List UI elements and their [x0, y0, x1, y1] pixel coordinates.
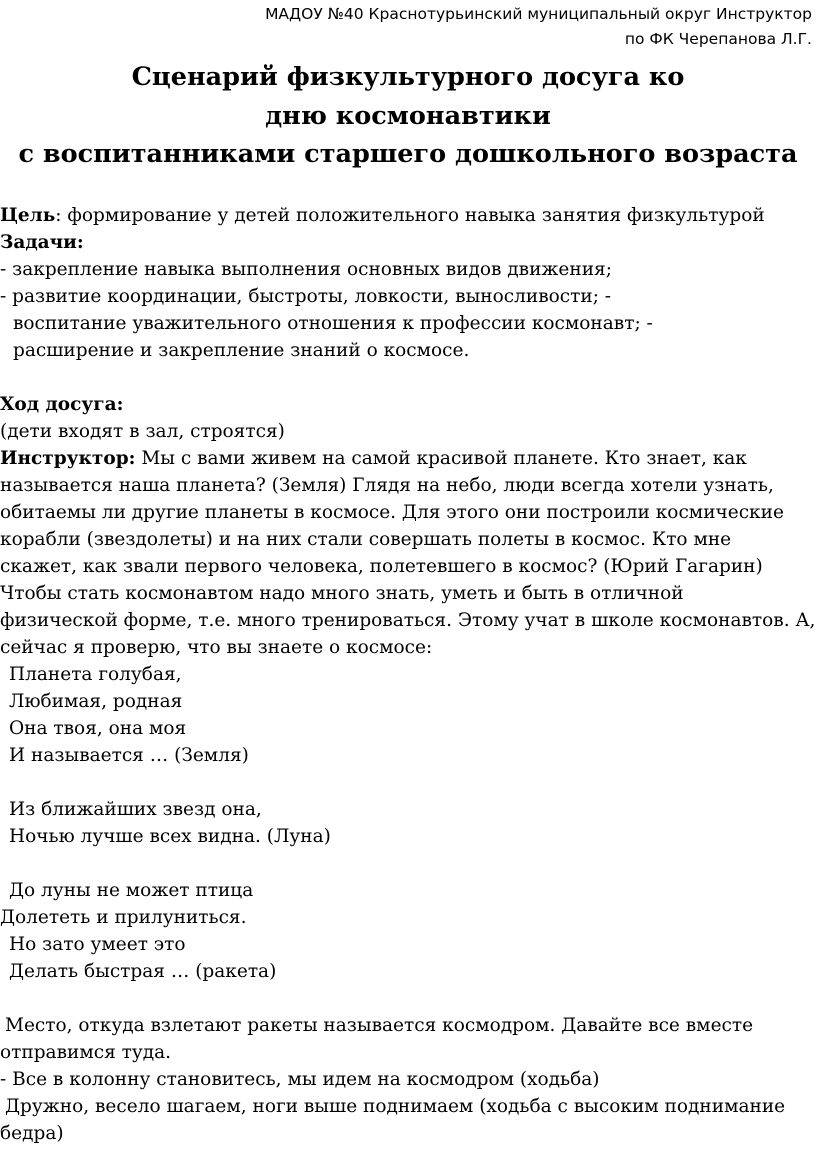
riddle-2-line-1: Из ближайших звезд она,: [9, 799, 262, 820]
riddle-3-line-3: Но зато умеет это: [9, 934, 186, 955]
tasks-label: Задачи:: [0, 232, 84, 253]
riddle-1-line-1: Планета голубая,: [9, 664, 182, 685]
riddle-1-line-2: Любимая, родная: [9, 691, 183, 712]
riddle-1-line-3: Она твоя, она моя: [9, 718, 187, 739]
paragraph-line-3: обитаемы ли другие планеты в космосе. Для этого они построили космические: [0, 502, 784, 523]
riddle-3-line-4: Делать быстрая … (ракета): [9, 961, 277, 982]
paragraph-line-2: называется наша планета? (Земля) Глядя на небо, люди всегда хотели узнать,: [0, 475, 774, 496]
ending-line-5: бедра): [0, 1123, 64, 1144]
paragraph-line-4: корабли (звездолеты) и на них стали совершать полеты в космос. Кто мне: [0, 529, 732, 550]
task-line-4: расширение и закрепление знаний о космосе.: [13, 340, 470, 361]
ending-line-1: Место, откуда взлетают ракеты называется космодром. Давайте все вместе: [5, 1015, 754, 1036]
task-line-3: воспитание уважительного отношения к профессии космонавт; -: [13, 313, 653, 334]
riddle-1-line-4: И называется … (Земля): [9, 745, 249, 766]
riddle-3-line-1: До луны не может птица: [9, 880, 254, 901]
course-note: (дети входят в зал, строятся): [0, 421, 285, 442]
riddle-2-line-2: Ночью лучше всех видна. (Луна): [9, 826, 331, 847]
task-line-1: - закрепление навыка выполнения основных видов движения;: [0, 259, 612, 280]
paragraph-line-5: скажет, как звали первого человека, полетевшего в космос? (Юрий Гагарин): [0, 556, 763, 577]
ending-line-2: отправимся туда.: [0, 1042, 172, 1063]
instructor-label: Инструктор:: [0, 448, 136, 469]
ending-line-4: Дружно, весело шагаем, ноги выше поднимаем (ходьба с высоким поднимание: [5, 1096, 786, 1117]
header-line-1: МАДОУ №40 Краснотурьинский муниципальный округ Инструктор: [265, 5, 812, 23]
title-line-2: дню космонавтики: [265, 100, 551, 131]
paragraph-line-7: физической форме, т.е. много тренироваться. Этому учат в школе космонавтов. А,: [0, 610, 816, 631]
instructor-line: [0, 445, 816, 472]
goal-line: [0, 202, 816, 229]
instructor-text: Мы с вами живем на самой красивой планете. Кто знает, как: [135, 448, 747, 469]
paragraph-line-8: сейчас я проверю, что вы знаете о космосе:: [0, 637, 433, 658]
paragraph-line-6: Чтобы стать космонавтом надо много знать, уметь и быть в отличной: [0, 583, 684, 604]
title-line-3: с воспитанниками старшего дошкольного возраста: [18, 139, 798, 169]
task-line-2: - развитие координации, быстроты, ловкости, выносливости; -: [0, 286, 612, 307]
riddle-3-line-2: Долететь и прилуниться.: [0, 907, 247, 928]
title-line-1: Сценарий физкультурного досуга ко: [131, 62, 685, 92]
document-title: [0, 58, 816, 174]
ending-line-3: - Все в колонну становитесь, мы идем на космодром (ходьба): [0, 1069, 600, 1090]
page-header: [265, 2, 812, 52]
document-body: [0, 202, 816, 1147]
header-line-2: по ФК Черепанова Л.Г.: [624, 30, 812, 48]
goal-label: Цель: [0, 205, 56, 226]
goal-text: : формирование у детей положительного навыка занятия физкультурой: [55, 205, 765, 226]
course-label: Ход досуга:: [0, 394, 124, 415]
